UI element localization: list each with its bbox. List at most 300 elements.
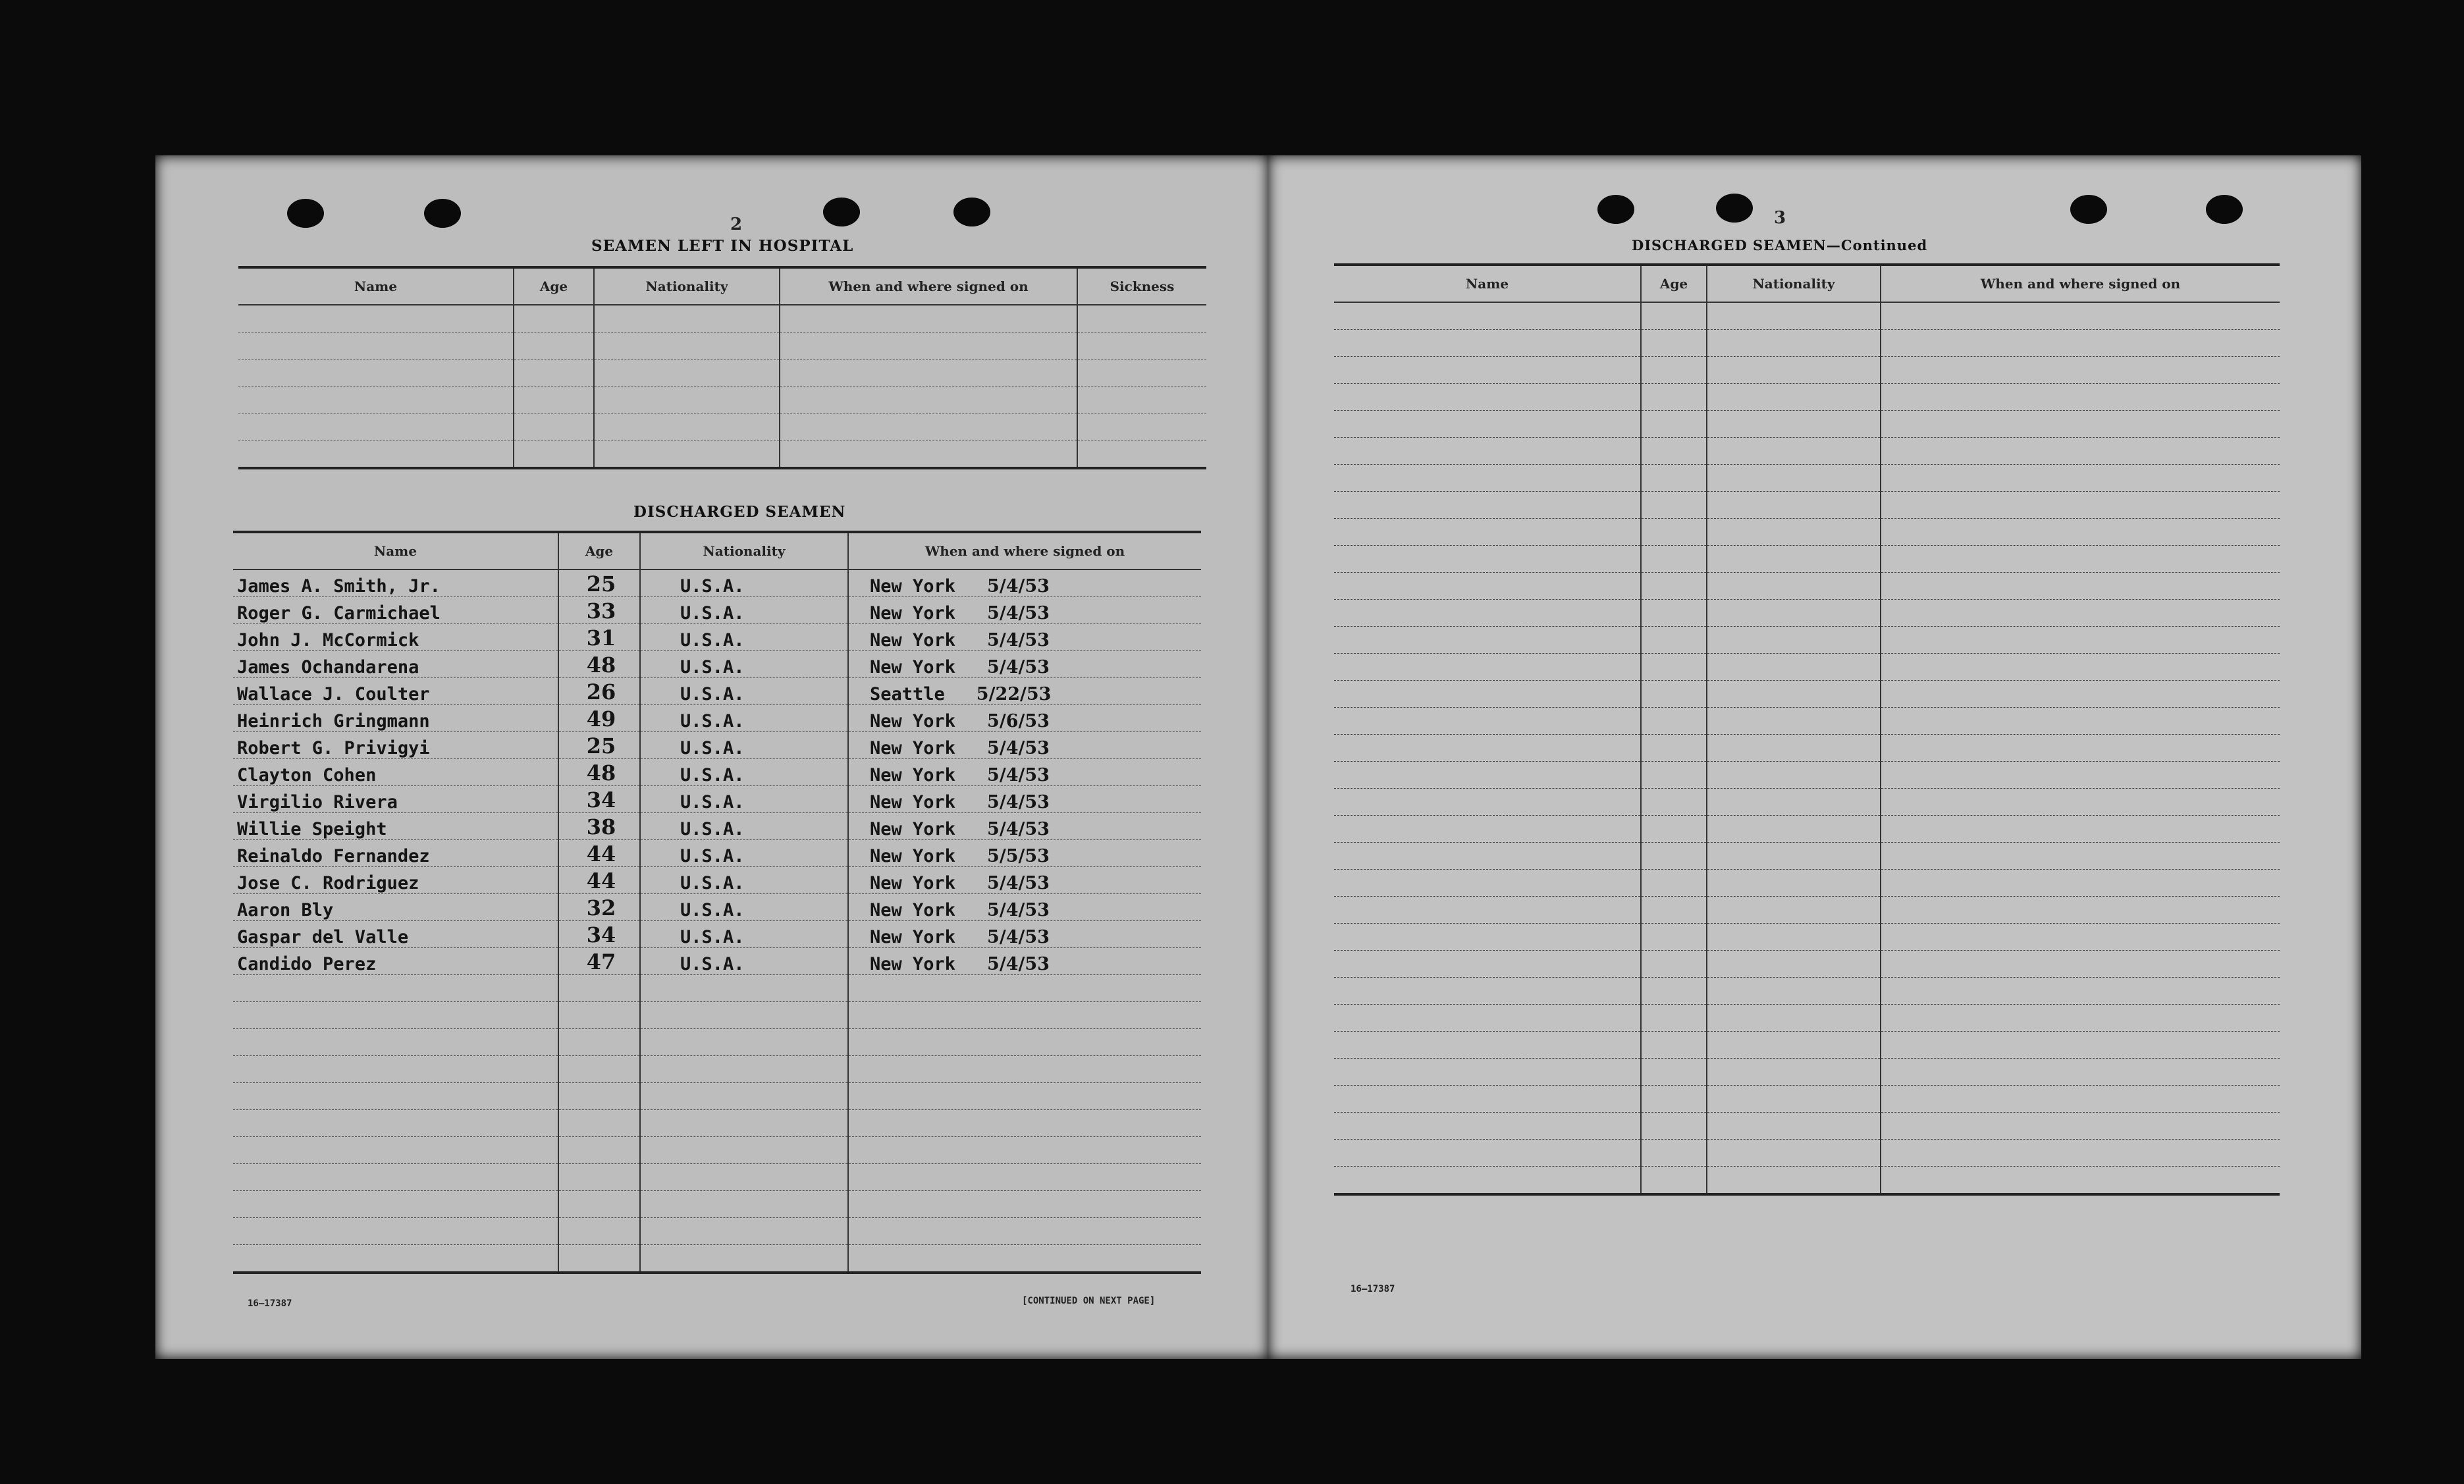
- seaman-age: 31: [558, 624, 640, 651]
- seaman-nationality: U.S.A.: [640, 651, 848, 678]
- empty-cell: [1334, 843, 1641, 870]
- table-row: [1334, 681, 2280, 708]
- table-row: [1334, 573, 2280, 600]
- empty-cell: [1641, 1086, 1707, 1113]
- table-row: [233, 1245, 1201, 1273]
- empty-cell: [1641, 870, 1707, 897]
- seaman-name: John J. McCormick: [233, 624, 558, 651]
- signed-on-place: New York: [870, 765, 956, 785]
- signed-on-date: 5/6/53: [987, 711, 1050, 731]
- seaman-nationality: U.S.A.: [640, 570, 848, 597]
- table-row: [1334, 816, 2280, 843]
- table-row: [1334, 1032, 2280, 1059]
- empty-cell: [1881, 924, 2280, 951]
- empty-cell: [1707, 627, 1881, 654]
- table-row: [1334, 600, 2280, 627]
- signed-on-place: New York: [870, 819, 956, 839]
- signed-on: [848, 786, 1201, 813]
- empty-cell: [1641, 1005, 1707, 1032]
- signed-on: [848, 1056, 1201, 1083]
- empty-cell: [1707, 1167, 1881, 1195]
- discharged-table: [233, 531, 1201, 1274]
- signed-on-date: 5/5/53: [987, 846, 1050, 866]
- hospital-section-title: SEAMEN LEFT IN HOSPITAL: [591, 237, 854, 255]
- table-row: [233, 624, 1201, 651]
- empty-cell: [1334, 600, 1641, 627]
- table-row: [1334, 1059, 2280, 1086]
- empty-cell: [1881, 1167, 2280, 1195]
- empty-cell: [1881, 870, 2280, 897]
- empty-cell: [1334, 870, 1641, 897]
- empty-cell: [1641, 438, 1707, 465]
- empty-cell: [1334, 627, 1641, 654]
- seaman-name: Reinaldo Fernandez: [233, 840, 558, 867]
- empty-cell: [1881, 1059, 2280, 1086]
- seaman-nationality: [640, 1110, 848, 1137]
- empty-cell: [1707, 762, 1881, 789]
- seaman-name: Candido Perez: [233, 948, 558, 975]
- empty-cell: [1641, 1140, 1707, 1167]
- seaman-name: James A. Smith, Jr.: [233, 570, 558, 597]
- signed-on: [848, 867, 1201, 894]
- table-row: [233, 1029, 1201, 1056]
- table-row: [1334, 1113, 2280, 1140]
- signed-on-date: 5/4/53: [987, 765, 1050, 785]
- empty-cell: [1641, 627, 1707, 654]
- page-number: 3: [1774, 208, 1786, 228]
- seaman-name: Virgilio Rivera: [233, 786, 558, 813]
- empty-cell: [1881, 600, 2280, 627]
- empty-cell: [1881, 951, 2280, 978]
- seaman-nationality: [640, 1137, 848, 1164]
- signed-on-place: Seattle: [870, 684, 945, 704]
- empty-cell: [1334, 735, 1641, 762]
- seaman-name: Heinrich Gringmann: [233, 705, 558, 732]
- table-row: [233, 759, 1201, 786]
- table-row: [233, 1137, 1201, 1164]
- continued-note: [CONTINUED ON NEXT PAGE]: [1022, 1296, 1156, 1306]
- seaman-age: 48: [558, 759, 640, 786]
- empty-cell: [1881, 978, 2280, 1005]
- form-number: 16—17387: [1351, 1284, 1395, 1294]
- empty-cell: [1707, 654, 1881, 681]
- empty-cell: [1881, 627, 2280, 654]
- empty-cell: [1641, 924, 1707, 951]
- signed-on-place: New York: [870, 738, 956, 758]
- empty-cell: [1881, 384, 2280, 411]
- signed-on-place: New York: [870, 711, 956, 731]
- empty-cell: [1881, 1086, 2280, 1113]
- signed-on-place: New York: [870, 630, 956, 650]
- empty-cell: [1641, 492, 1707, 519]
- seaman-nationality: U.S.A.: [640, 759, 848, 786]
- empty-cell: [1881, 465, 2280, 492]
- table-row: [233, 786, 1201, 813]
- table-row: [1334, 492, 2280, 519]
- signed-on: [848, 1083, 1201, 1110]
- seaman-nationality: [640, 1002, 848, 1029]
- table-row: [1334, 843, 2280, 870]
- seaman-age: [558, 975, 640, 1002]
- empty-cell: [1707, 843, 1881, 870]
- empty-cell: [1881, 789, 2280, 816]
- signed-on: [848, 840, 1201, 867]
- table-row: [1334, 438, 2280, 465]
- empty-cell: [1641, 573, 1707, 600]
- empty-cell: [1334, 1140, 1641, 1167]
- empty-cell: [1881, 708, 2280, 735]
- seaman-age: 26: [558, 678, 640, 705]
- empty-cell: [1707, 384, 1881, 411]
- empty-cell: [1334, 465, 1641, 492]
- empty-cell: [1641, 1032, 1707, 1059]
- table-row: [233, 597, 1201, 624]
- seaman-nationality: [640, 975, 848, 1002]
- table-row: [233, 732, 1201, 759]
- empty-cell: [1881, 330, 2280, 357]
- signed-on-place: New York: [870, 792, 956, 812]
- empty-cell: [1334, 384, 1641, 411]
- table-row: [233, 1056, 1201, 1083]
- empty-cell: [1707, 1140, 1881, 1167]
- empty-cell: [1707, 978, 1881, 1005]
- seaman-name: [233, 975, 558, 1002]
- empty-cell: [1641, 384, 1707, 411]
- empty-cell: [1641, 789, 1707, 816]
- signed-on: [848, 705, 1201, 732]
- seaman-nationality: U.S.A.: [640, 786, 848, 813]
- empty-cell: [1707, 789, 1881, 816]
- empty-cell: [1707, 924, 1881, 951]
- seaman-name: James Ochandarena: [233, 651, 558, 678]
- table-row: [233, 1002, 1201, 1029]
- seaman-age: 34: [558, 786, 640, 813]
- seaman-nationality: U.S.A.: [640, 678, 848, 705]
- table-row: [1334, 897, 2280, 924]
- table-row: [233, 867, 1201, 894]
- empty-cell: [1641, 735, 1707, 762]
- seaman-age: 33: [558, 597, 640, 624]
- empty-cell: [1334, 897, 1641, 924]
- punch-hole: [1597, 195, 1634, 224]
- seaman-nationality: U.S.A.: [640, 813, 848, 840]
- empty-cell: [1334, 1113, 1641, 1140]
- column-header-name: Name: [1334, 265, 1641, 302]
- empty-cell: [1881, 1113, 2280, 1140]
- seaman-nationality: U.S.A.: [640, 597, 848, 624]
- empty-cell: [1334, 816, 1641, 843]
- empty-cell: [1881, 357, 2280, 384]
- table-row: [1334, 546, 2280, 573]
- seaman-nationality: U.S.A.: [640, 732, 848, 759]
- signed-on-place: New York: [870, 927, 956, 947]
- table-row: [238, 440, 1206, 469]
- table-row: [238, 386, 1206, 413]
- empty-cell: [1881, 843, 2280, 870]
- empty-cell: [1707, 951, 1881, 978]
- signed-on-date: 5/22/53: [976, 684, 1052, 704]
- table-row: [1334, 978, 2280, 1005]
- empty-cell: [1641, 519, 1707, 546]
- signed-on-place: New York: [870, 576, 956, 596]
- table-row: [233, 1164, 1201, 1191]
- signed-on-place: New York: [870, 954, 956, 974]
- empty-cell: [1707, 492, 1881, 519]
- signed-on: [848, 1137, 1201, 1164]
- table-row: [1334, 735, 2280, 762]
- empty-cell: [1641, 465, 1707, 492]
- table-row: [1334, 924, 2280, 951]
- empty-cell: [1641, 978, 1707, 1005]
- seaman-nationality: [640, 1029, 848, 1056]
- empty-cell: [1641, 654, 1707, 681]
- table-row: [233, 894, 1201, 921]
- empty-cell: [1334, 1005, 1641, 1032]
- table-row: [1334, 951, 2280, 978]
- table-row: [1334, 627, 2280, 654]
- column-header-nationality: Nationality: [594, 267, 780, 305]
- seaman-name: [233, 1083, 558, 1110]
- table-row: [238, 413, 1206, 440]
- empty-cell: [1334, 1167, 1641, 1195]
- empty-cell: [1334, 789, 1641, 816]
- empty-cell: [1707, 1005, 1881, 1032]
- table-row: [1334, 789, 2280, 816]
- signed-on-date: 5/4/53: [987, 603, 1050, 623]
- table-row: [233, 1218, 1201, 1245]
- signed-on-date: 5/4/53: [987, 576, 1050, 596]
- empty-cell: [1881, 411, 2280, 438]
- seaman-name: Clayton Cohen: [233, 759, 558, 786]
- empty-cell: [1707, 1113, 1881, 1140]
- seaman-nationality: U.S.A.: [640, 948, 848, 975]
- seaman-age: 25: [558, 732, 640, 759]
- seaman-age: 32: [558, 894, 640, 921]
- seaman-age: 48: [558, 651, 640, 678]
- empty-cell: [1707, 681, 1881, 708]
- table-row: [1334, 1005, 2280, 1032]
- signed-on-date: 5/4/53: [987, 792, 1050, 812]
- punch-hole: [823, 198, 860, 226]
- table-row: [233, 921, 1201, 948]
- table-row: [233, 1110, 1201, 1137]
- empty-cell: [1334, 330, 1641, 357]
- table-row: [238, 305, 1206, 332]
- empty-cell: [1641, 330, 1707, 357]
- table-row: [233, 570, 1201, 597]
- table-row: [1334, 330, 2280, 357]
- empty-cell: [1334, 438, 1641, 465]
- right-page: [1268, 155, 2361, 1359]
- seaman-age: 44: [558, 840, 640, 867]
- empty-cell: [1334, 492, 1641, 519]
- empty-cell: [1641, 600, 1707, 627]
- empty-cell: [1334, 681, 1641, 708]
- column-header-signed-on: When and where signed on: [1881, 265, 2280, 302]
- empty-cell: [1334, 924, 1641, 951]
- seaman-age: [558, 1056, 640, 1083]
- punch-hole: [2206, 195, 2243, 224]
- signed-on: [848, 732, 1201, 759]
- signed-on-date: 5/4/53: [987, 927, 1050, 947]
- signed-on-place: New York: [870, 873, 956, 893]
- seaman-name: Robert G. Privigyi: [233, 732, 558, 759]
- empty-cell: [1707, 870, 1881, 897]
- discharged-continued-table: [1334, 263, 2280, 1196]
- table-row: [233, 813, 1201, 840]
- discharged-continued-title: DISCHARGED SEAMEN—Continued: [1632, 237, 1928, 253]
- table-row: [233, 651, 1201, 678]
- left-page: [155, 155, 1268, 1359]
- signed-on-date: 5/4/53: [987, 873, 1050, 893]
- empty-cell: [1707, 546, 1881, 573]
- empty-cell: [1641, 1059, 1707, 1086]
- seaman-age: 47: [558, 948, 640, 975]
- seaman-name: Roger G. Carmichael: [233, 597, 558, 624]
- table-row: [238, 332, 1206, 359]
- signed-on: [848, 624, 1201, 651]
- table-row: [1334, 519, 2280, 546]
- empty-cell: [1334, 762, 1641, 789]
- table-row: [233, 678, 1201, 705]
- seaman-name: Willie Speight: [233, 813, 558, 840]
- table-row: [1334, 708, 2280, 735]
- seaman-name: [233, 1137, 558, 1164]
- signed-on: [848, 651, 1201, 678]
- signed-on-date: 5/4/53: [987, 657, 1050, 677]
- signed-on-place: New York: [870, 846, 956, 866]
- seaman-age: 38: [558, 813, 640, 840]
- table-row: [1334, 302, 2280, 330]
- signed-on: [848, 975, 1201, 1002]
- empty-cell: [1334, 357, 1641, 384]
- seaman-name: [233, 1164, 558, 1191]
- seaman-nationality: [640, 1083, 848, 1110]
- seaman-age: [558, 1002, 640, 1029]
- empty-cell: [1641, 897, 1707, 924]
- signed-on-date: 5/4/53: [987, 819, 1050, 839]
- empty-cell: [1881, 573, 2280, 600]
- seaman-name: [233, 1110, 558, 1137]
- empty-cell: [1881, 1140, 2280, 1167]
- seaman-age: [558, 1083, 640, 1110]
- empty-cell: [1707, 1059, 1881, 1086]
- column-header-nationality: Nationality: [640, 532, 848, 570]
- seaman-name: [233, 1002, 558, 1029]
- empty-cell: [1881, 762, 2280, 789]
- empty-cell: [1881, 654, 2280, 681]
- empty-cell: [1334, 302, 1641, 330]
- signed-on: [848, 678, 1201, 705]
- empty-cell: [1334, 546, 1641, 573]
- table-row: [233, 948, 1201, 975]
- empty-cell: [1334, 951, 1641, 978]
- seaman-age: [558, 1218, 640, 1245]
- signed-on: [848, 894, 1201, 921]
- empty-cell: [1707, 816, 1881, 843]
- seaman-name: Wallace J. Coulter: [233, 678, 558, 705]
- seaman-nationality: [640, 1164, 848, 1191]
- punch-hole: [424, 199, 461, 228]
- empty-cell: [1707, 357, 1881, 384]
- signed-on: [848, 1110, 1201, 1137]
- column-header-age: Age: [1641, 265, 1707, 302]
- empty-cell: [1881, 492, 2280, 519]
- empty-cell: [1881, 897, 2280, 924]
- punch-hole: [287, 199, 324, 228]
- seaman-name: [233, 1245, 558, 1273]
- empty-cell: [1334, 573, 1641, 600]
- seaman-name: Gaspar del Valle: [233, 921, 558, 948]
- empty-cell: [1641, 762, 1707, 789]
- seaman-nationality: [640, 1245, 848, 1273]
- empty-cell: [1334, 708, 1641, 735]
- column-header-age: Age: [514, 267, 594, 305]
- table-row: [233, 1191, 1201, 1218]
- empty-cell: [1641, 1113, 1707, 1140]
- signed-on: [848, 759, 1201, 786]
- signed-on: [848, 1245, 1201, 1273]
- table-row: [1334, 762, 2280, 789]
- empty-cell: [1707, 465, 1881, 492]
- column-header-name: Name: [238, 267, 514, 305]
- empty-cell: [1334, 978, 1641, 1005]
- seaman-name: [233, 1029, 558, 1056]
- empty-cell: [1641, 708, 1707, 735]
- signed-on: [848, 813, 1201, 840]
- signed-on: [848, 570, 1201, 597]
- seaman-nationality: U.S.A.: [640, 867, 848, 894]
- table-row: [1334, 654, 2280, 681]
- table-row: [233, 975, 1201, 1002]
- seaman-age: [558, 1191, 640, 1218]
- empty-cell: [1707, 1086, 1881, 1113]
- seaman-name: [233, 1218, 558, 1245]
- signed-on-date: 5/4/53: [987, 900, 1050, 920]
- empty-cell: [1641, 681, 1707, 708]
- seaman-nationality: [640, 1191, 848, 1218]
- empty-cell: [1334, 411, 1641, 438]
- page-number: 2: [730, 215, 743, 234]
- empty-cell: [1881, 816, 2280, 843]
- form-number: 16—17387: [248, 1298, 292, 1309]
- table-row: [1334, 411, 2280, 438]
- empty-cell: [1881, 302, 2280, 330]
- table-row: [233, 1083, 1201, 1110]
- hospital-table: [238, 266, 1206, 469]
- signed-on: [848, 1191, 1201, 1218]
- seaman-age: [558, 1110, 640, 1137]
- empty-cell: [1641, 411, 1707, 438]
- seaman-nationality: U.S.A.: [640, 705, 848, 732]
- seaman-age: [558, 1137, 640, 1164]
- empty-cell: [1707, 600, 1881, 627]
- seaman-nationality: U.S.A.: [640, 921, 848, 948]
- empty-cell: [1881, 681, 2280, 708]
- empty-cell: [1707, 519, 1881, 546]
- seaman-age: [558, 1164, 640, 1191]
- seaman-nationality: U.S.A.: [640, 840, 848, 867]
- empty-cell: [1641, 843, 1707, 870]
- empty-cell: [1641, 302, 1707, 330]
- column-header-age: Age: [558, 532, 640, 570]
- empty-cell: [1641, 546, 1707, 573]
- seaman-age: [558, 1029, 640, 1056]
- empty-cell: [1334, 654, 1641, 681]
- empty-cell: [1707, 330, 1881, 357]
- empty-cell: [1707, 302, 1881, 330]
- table-row: [1334, 357, 2280, 384]
